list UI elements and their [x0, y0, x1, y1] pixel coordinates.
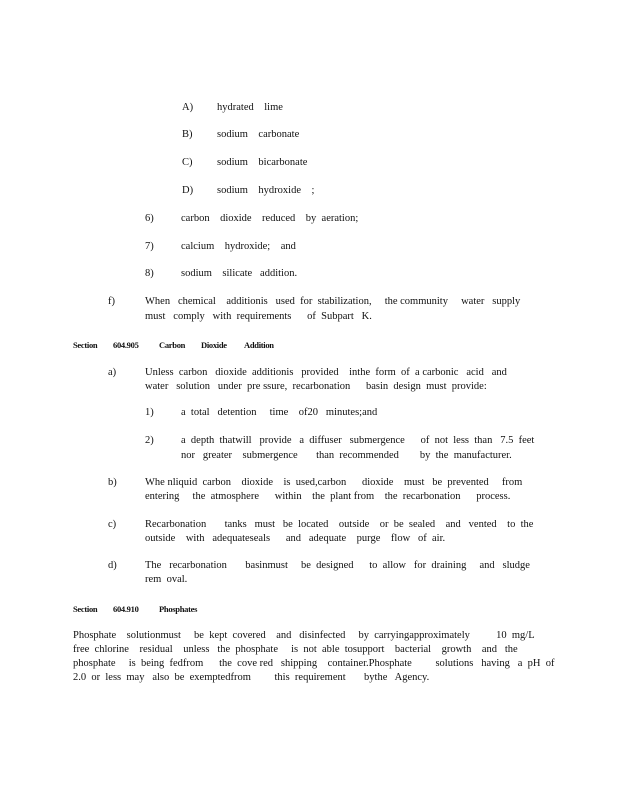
paragraph-line: free chlorine residual unless the phosphate is not able tosupport bacterial growth and the — [73, 644, 518, 655]
item-text-line: a total detention time of20 minutes;and — [181, 407, 378, 418]
item-text: sodium carbonate — [217, 129, 300, 140]
section-word: Section — [73, 604, 98, 614]
item-label: b) — [108, 477, 117, 488]
section-number: 604.910 — [113, 604, 139, 614]
item-label: D) — [182, 185, 194, 196]
item-text-line: nor greater submergence than recommended by the manufacturer. — [181, 450, 512, 461]
item-text-line: must comply with requirements of Subpart K. — [145, 311, 372, 322]
paragraph-line: Phosphate solutionmust be kept covered and disinfected by carryingapproximately 10 mg/L — [73, 630, 535, 641]
item-text: calcium hydroxide; and — [181, 241, 296, 252]
item-label: c) — [108, 519, 117, 530]
item-text-line: Unless carbon dioxide additionis provided inthe form of a carbonic acid and — [145, 367, 507, 378]
section-word: Section — [73, 340, 98, 350]
item-text-line: Whe nliquid carbon dioxide is used,carbon dioxide must be prevented from — [145, 477, 523, 488]
item-label: 1) — [145, 407, 154, 418]
item-text: sodium bicarbonate — [217, 157, 308, 168]
item-text: hydrated lime — [217, 102, 283, 113]
section-number: 604.905 — [113, 340, 139, 350]
item-label: a) — [108, 367, 117, 378]
section-title-word: Addition — [244, 340, 274, 350]
section-title: Phosphates — [159, 604, 198, 614]
item-text-line: When chemical additionis used for stabilization, the community water supply — [145, 296, 521, 307]
item-text-line: entering the atmosphere within the plant from the recarbonation process. — [145, 491, 511, 502]
item-text-line: Recarbonation tanks must be located outside or be sealed and vented to the — [145, 519, 534, 530]
item-label: d) — [108, 560, 117, 571]
section-title-word: Carbon — [159, 340, 186, 350]
item-text: carbon dioxide reduced by aeration; — [181, 213, 359, 224]
item-text-line: rem oval. — [145, 574, 188, 585]
item-label: 7) — [145, 241, 154, 252]
paragraph-line: phosphate is being fedfrom the cove red shipping container.Phosphate solutions having a pH of — [73, 658, 555, 669]
paragraph-line: 2.0 or less may also be exemptedfrom this requirement bythe Agency. — [73, 672, 430, 683]
item-label: 2) — [145, 435, 154, 446]
item-label: 8) — [145, 268, 154, 279]
item-label: B) — [182, 129, 193, 140]
section-title-word: Dioxide — [201, 340, 227, 350]
item-text-line: The recarbonation basinmust be designed to allow for draining and sludge — [145, 560, 530, 571]
item-text-line: a depth thatwill provide a diffuser submergence of not less than 7.5 feet — [181, 435, 535, 446]
item-label: f) — [108, 296, 115, 307]
item-text-line: water solution under pre ssure, recarbonation basin design must provide: — [145, 381, 487, 392]
item-text: sodium silicate addition. — [181, 268, 298, 279]
item-label: 6) — [145, 213, 154, 224]
item-text-line: outside with adequateseals and adequate purge flow of air. — [145, 533, 446, 544]
item-text: sodium hydroxide ; — [217, 185, 315, 196]
item-label: C) — [182, 157, 193, 168]
item-label: A) — [182, 102, 194, 113]
